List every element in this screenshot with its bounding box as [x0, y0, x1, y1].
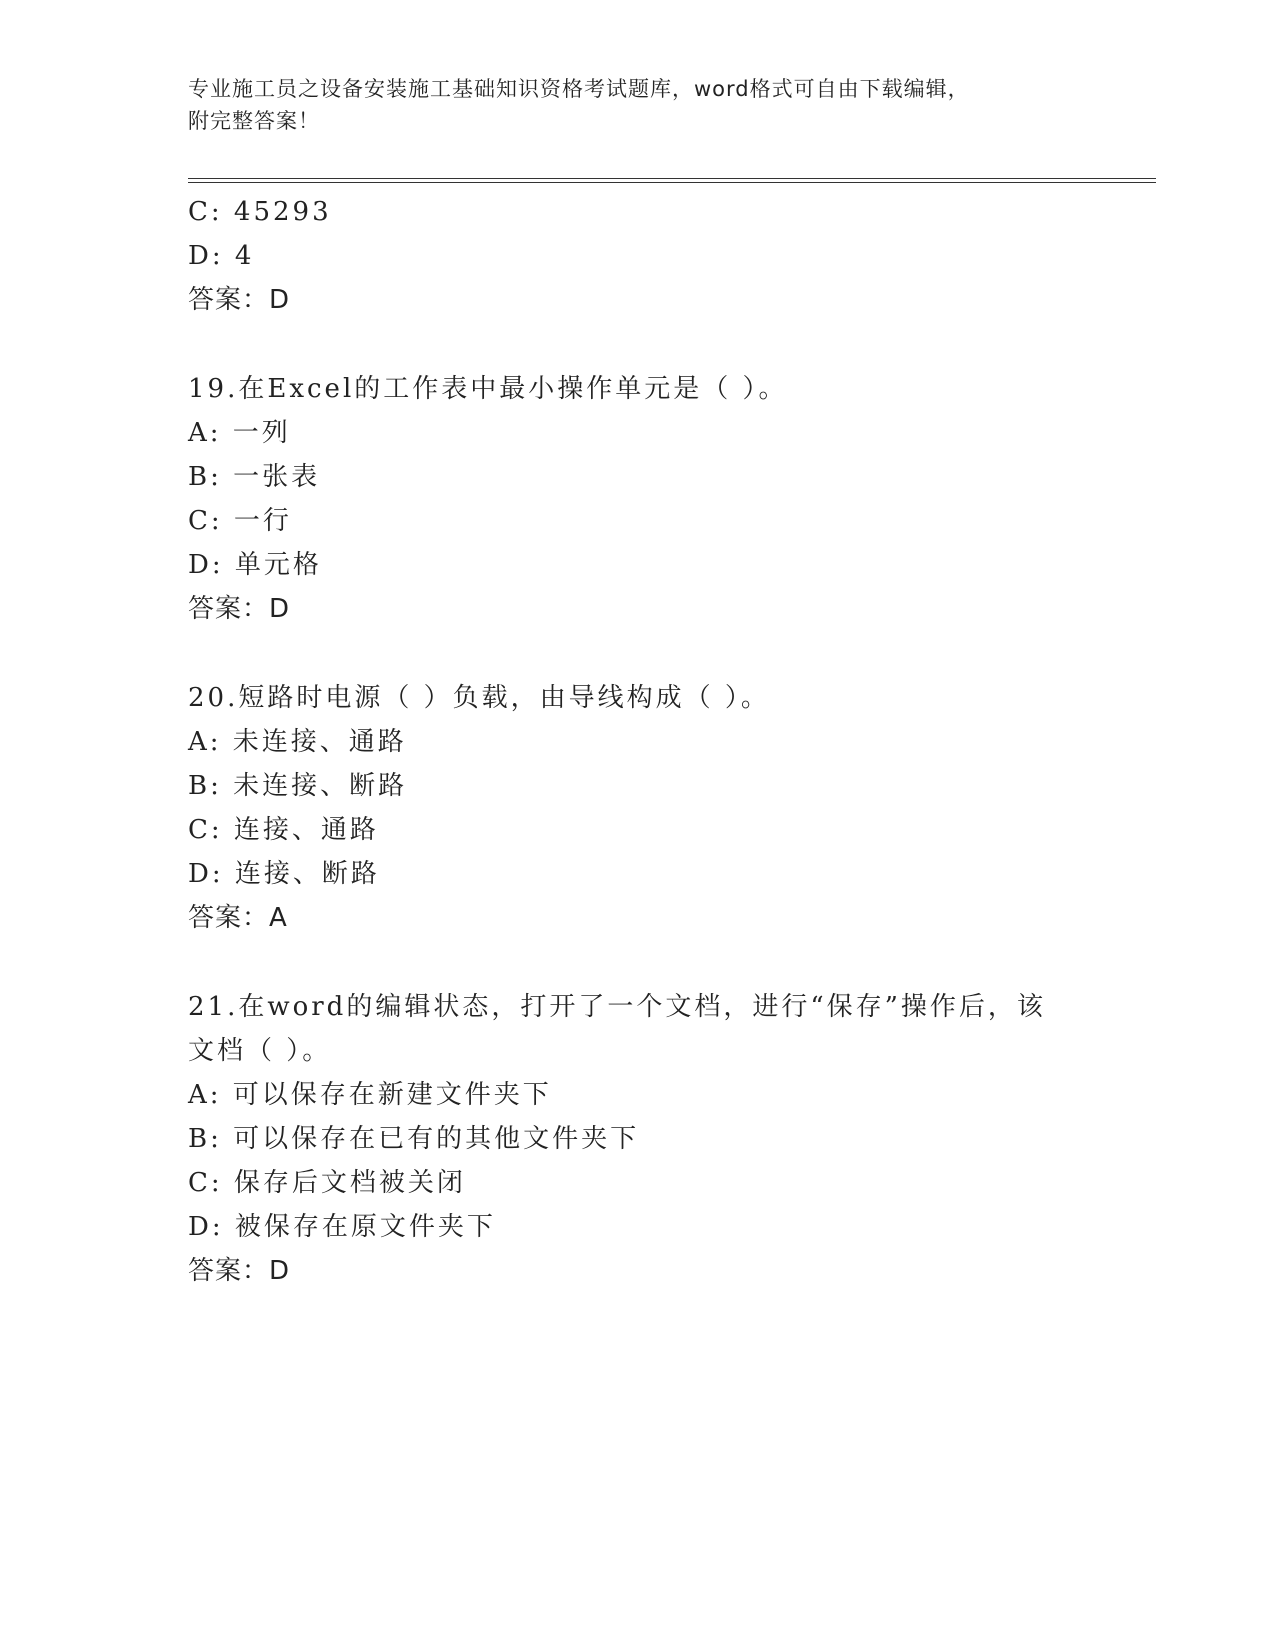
q19-option-d: D: 单元格	[188, 550, 322, 580]
document-header	[188, 73, 1068, 137]
q21-question-line-1: 21.在word的编辑状态，打开了一个文档，进行“保存”操作后，该	[188, 992, 1046, 1022]
header-line-1: 专业施工员之设备安装施工基础知识资格考试题库，word格式可自由下载编辑，	[188, 77, 970, 101]
q20-option-b: B: 未连接、断路	[188, 771, 408, 801]
q19-question: 19.在Excel的工作表中最小操作单元是（ ）。	[188, 374, 788, 404]
q20-answer: 答案：A	[188, 903, 288, 933]
partial-answer: 答案：D	[188, 285, 291, 315]
q20-option-a: A: 未连接、通路	[188, 727, 407, 757]
partial-option-d: D: 4	[188, 241, 255, 271]
q21-question-line-2: 文档（ ）。	[188, 1036, 332, 1066]
q20-question: 20.短路时电源（ ）负载，由导线构成（ ）。	[188, 683, 770, 713]
q19-option-a: A: 一列	[188, 418, 291, 448]
q21-option-d: D: 被保存在原文件夹下	[188, 1212, 496, 1242]
header-line-2: 附完整答案！	[188, 109, 320, 133]
header-divider-bottom	[188, 182, 1156, 183]
q20-option-c: C: 连接、通路	[188, 815, 379, 845]
q21-answer: 答案：D	[188, 1256, 291, 1286]
q20-option-d: D: 连接、断路	[188, 859, 380, 889]
header-divider-top	[188, 178, 1156, 179]
q19-option-b: B: 一张表	[188, 462, 321, 492]
q21-option-a: A: 可以保存在新建文件夹下	[188, 1080, 552, 1110]
q19-answer: 答案：D	[188, 594, 291, 624]
partial-option-c: C: 45293	[188, 197, 332, 227]
q19-option-c: C: 一行	[188, 506, 292, 536]
q21-option-c: C: 保存后文档被关闭	[188, 1168, 466, 1198]
q21-option-b: B: 可以保存在已有的其他文件夹下	[188, 1124, 640, 1154]
